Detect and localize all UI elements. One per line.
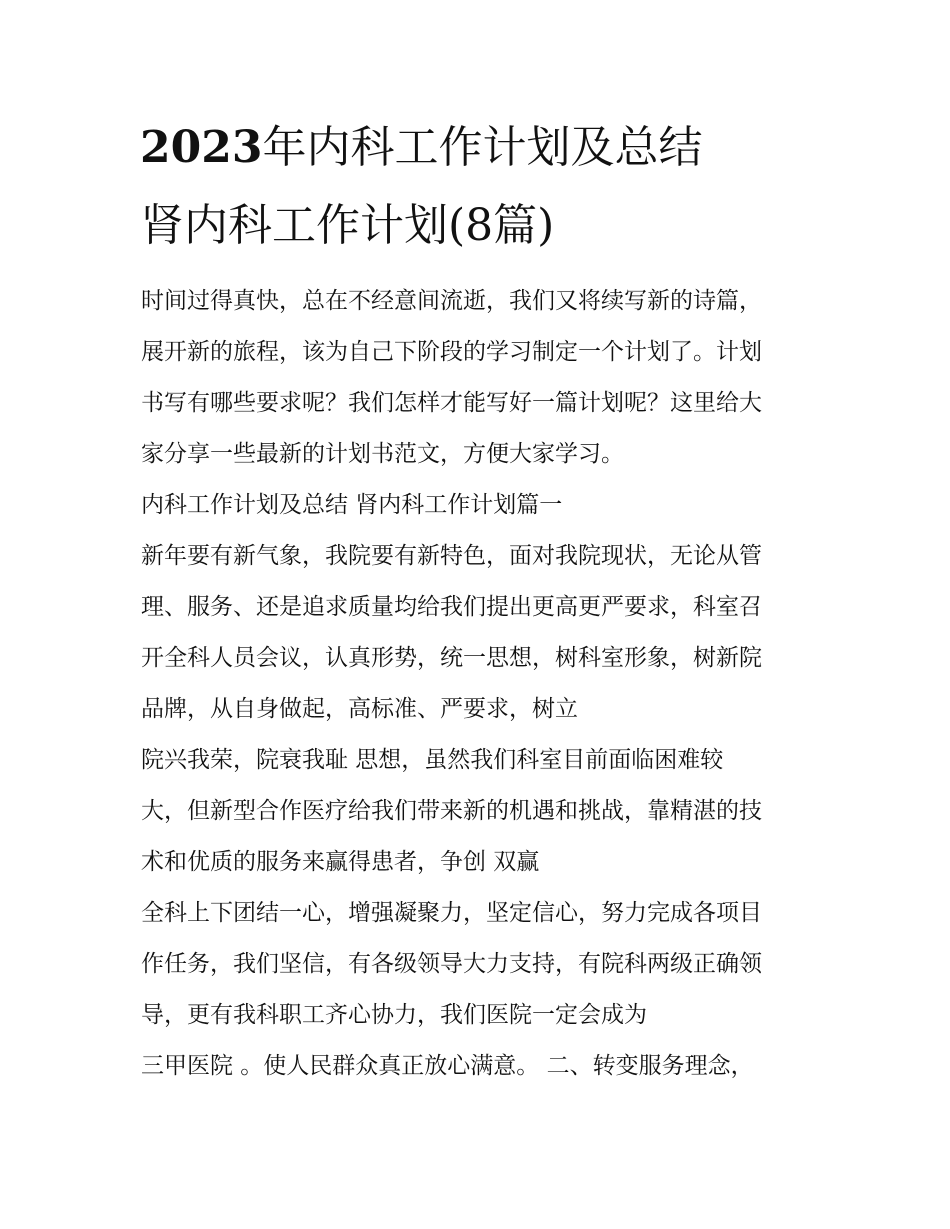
title-year: 2023 [140,122,263,173]
intro-line-2: 展开新的旅程，该为自己下阶段的学习制定一个计划了。计划 [141,339,762,365]
title-text: 年内科工作计划及总结 [262,122,703,173]
body-line-10: 导，更有我科职工齐心协力，我们医院一定会成为 [141,1002,647,1028]
body-line-8: 全科上下团结一心，增强凝聚力，坚定信心，努力完成各项目 [141,900,762,926]
document-title-line-1 [140,120,840,176]
intro-line-1: 时间过得真快，总在不经意间流逝，我们又将续写新的诗篇， [141,288,762,314]
intro-line-4: 家分享一些最新的计划书范文，方便大家学习。 [141,441,624,467]
body-line-11: 三甲医院 。使人民群众真正放心满意。 二、转变服务理念， [141,1053,754,1079]
intro-line-3: 书写有哪些要求呢？我们怎样才能写好一篇计划呢？这里给大 [141,390,762,416]
body-line-4: 品牌，从自身做起，高标准、严要求，树立 [141,696,578,722]
body-line-9: 作任务，我们坚信，有各级领导大力支持，有院科两级正确领 [141,951,762,977]
body-line-7: 术和优质的服务来赢得患者，争创 双赢 [141,849,540,875]
body-line-3: 开全科人员会议，认真形势，统一思想，树科室形象，树新院 [141,645,762,671]
section-heading: 内科工作计划及总结 肾内科工作计划篇一 [141,492,563,518]
body-line-5: 院兴我荣，院衰我耻 思想，虽然我们科室目前面临困难较 [141,747,724,773]
body-line-1: 新年要有新气象，我院要有新特色，面对我院现状，无论从管 [141,543,762,569]
document-title-line-2: 肾内科工作计划(8篇) [140,200,555,251]
body-line-6: 大，但新型合作医疗给我们带来新的机遇和挑战，靠精湛的技 [141,798,762,824]
body-line-2: 理、服务、还是追求质量均给我们提出更高更严要求，科室召 [141,594,762,620]
